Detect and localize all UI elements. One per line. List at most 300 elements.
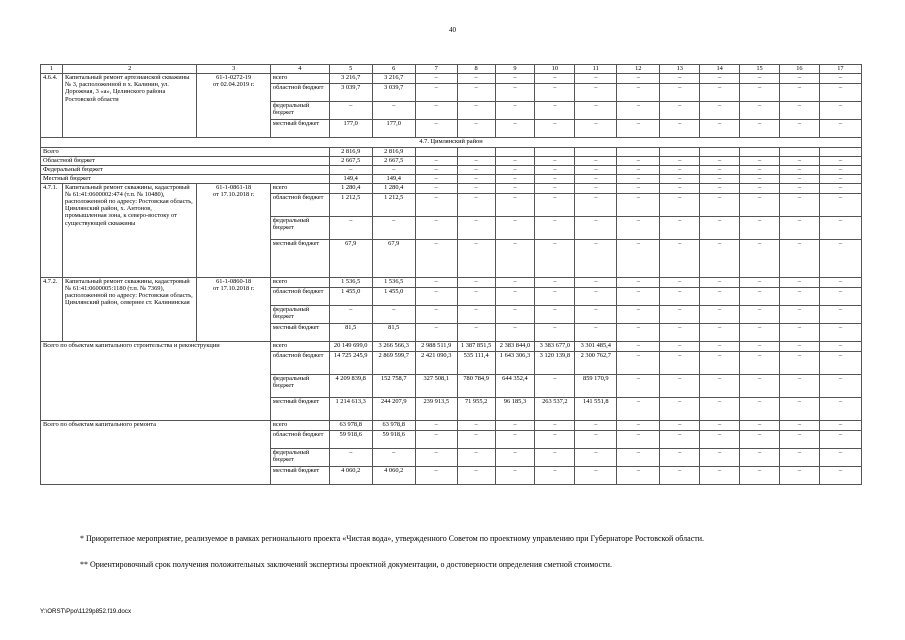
dash-cell: –: [617, 120, 660, 138]
dash-cell: –: [457, 305, 495, 323]
dash-cell: –: [617, 102, 660, 120]
summary-row: [41, 147, 862, 156]
dash-cell: –: [495, 448, 535, 466]
dash-cell: –: [575, 277, 617, 287]
dash-cell: –: [700, 216, 740, 239]
project-number: 4.6.4.: [41, 74, 63, 138]
page-number: 40: [449, 26, 456, 34]
funding-source: местный бюджет: [270, 239, 329, 277]
dash-cell: –: [779, 120, 819, 138]
dash-cell: –: [740, 341, 780, 351]
value-cell: 2 988 511,9: [415, 341, 457, 351]
dash-cell: –: [495, 120, 535, 138]
dash-cell: –: [415, 74, 457, 84]
summary-label: Местный бюджет: [41, 174, 330, 183]
funding-source: федеральный бюджет: [270, 305, 329, 323]
dash-cell: –: [457, 174, 495, 183]
dash-cell: –: [415, 174, 457, 183]
value-cell: 4 060,2: [329, 466, 372, 484]
value-cell: 59 918,6: [372, 430, 415, 448]
dash-cell: –: [415, 193, 457, 216]
dash-cell: –: [660, 397, 700, 420]
dash-cell: –: [819, 420, 861, 430]
column-header: 16: [779, 65, 819, 74]
dash-cell: –: [495, 74, 535, 84]
column-header: 15: [740, 65, 780, 74]
project-code-number: 61-1-0861-18: [216, 183, 252, 191]
dash-cell: –: [575, 165, 617, 174]
dash-cell: –: [819, 466, 861, 484]
column-header: 7: [415, 65, 457, 74]
dash-cell: –: [740, 239, 780, 277]
column-header: 17: [819, 65, 861, 74]
dash-cell: –: [415, 102, 457, 120]
dash-cell: –: [660, 341, 700, 351]
dash-cell: –: [740, 74, 780, 84]
value-cell: 3 120 139,8: [535, 351, 575, 374]
dash-cell: –: [457, 156, 495, 165]
dash-cell: –: [457, 466, 495, 484]
header-row: [41, 65, 862, 74]
empty-cell: [700, 147, 740, 156]
dash-cell: –: [660, 239, 700, 277]
dash-cell: –: [495, 183, 535, 193]
dash-cell: –: [779, 193, 819, 216]
dash-cell: –: [415, 156, 457, 165]
dash-cell: –: [575, 120, 617, 138]
value-cell: 1 643 306,3: [495, 351, 535, 374]
dash-cell: –: [617, 84, 660, 102]
value-cell: 1 212,5: [372, 193, 415, 216]
dash-cell: –: [819, 351, 861, 374]
dash-cell: –: [660, 156, 700, 165]
dash-cell: –: [575, 448, 617, 466]
dash-cell: –: [779, 102, 819, 120]
empty-cell: [779, 147, 819, 156]
dash-cell: –: [740, 216, 780, 239]
dash-cell: –: [700, 74, 740, 84]
dash-cell: –: [617, 74, 660, 84]
dash-cell: –: [700, 351, 740, 374]
empty-cell: [575, 147, 617, 156]
value-cell: 81,5: [372, 323, 415, 341]
dash-cell: –: [617, 193, 660, 216]
dash-cell: –: [700, 239, 740, 277]
dash-cell: –: [779, 305, 819, 323]
dash-cell: –: [700, 277, 740, 287]
dash-cell: –: [819, 397, 861, 420]
dash-cell: –: [740, 156, 780, 165]
dash-cell: –: [415, 287, 457, 305]
dash-cell: –: [457, 239, 495, 277]
dash-cell: –: [779, 420, 819, 430]
value-cell: 3 266 566,3: [372, 341, 415, 351]
column-header: 6: [372, 65, 415, 74]
funding-source: областной бюджет: [270, 351, 329, 374]
dash-cell: –: [535, 102, 575, 120]
dash-cell: –: [495, 193, 535, 216]
value-cell: 1 536,5: [329, 277, 372, 287]
dash-cell: –: [740, 430, 780, 448]
dash-cell: –: [575, 430, 617, 448]
dash-cell: –: [495, 102, 535, 120]
funding-source: федеральный бюджет: [270, 102, 329, 120]
dash-cell: –: [740, 120, 780, 138]
dash-cell: –: [740, 183, 780, 193]
dash-cell: –: [660, 84, 700, 102]
dash-cell: –: [779, 351, 819, 374]
empty-cell: [415, 147, 457, 156]
dash-cell: –: [819, 193, 861, 216]
dash-cell: –: [535, 430, 575, 448]
funding-source: всего: [270, 183, 329, 193]
dash-cell: –: [495, 277, 535, 287]
dash-cell: –: [700, 183, 740, 193]
dash-cell: –: [740, 305, 780, 323]
dash-cell: –: [495, 84, 535, 102]
dash-cell: –: [740, 374, 780, 397]
table-row: [41, 74, 862, 84]
dash-cell: –: [617, 466, 660, 484]
value-cell: 1 455,0: [329, 287, 372, 305]
dash-cell: –: [660, 287, 700, 305]
summary-row: [41, 165, 862, 174]
value-cell: 63 978,8: [329, 420, 372, 430]
column-header: 12: [617, 65, 660, 74]
summary-row: [41, 174, 862, 183]
dash-cell: –: [819, 323, 861, 341]
value-cell: 1 214 613,3: [329, 397, 372, 420]
dash-cell: –: [575, 74, 617, 84]
dash-cell: –: [660, 74, 700, 84]
dash-cell: –: [415, 120, 457, 138]
dash-cell: –: [495, 239, 535, 277]
funding-source: местный бюджет: [270, 323, 329, 341]
project-code-number: 61-1-0860-18: [216, 277, 252, 285]
value-cell: 71 955,2: [457, 397, 495, 420]
file-path: Y:\ORST\Ppo\1129p852.f19.docx: [40, 608, 132, 615]
dash-cell: –: [779, 84, 819, 102]
value-cell: 152 758,7: [372, 374, 415, 397]
dash-cell: –: [740, 102, 780, 120]
value-cell: 2 816,9: [372, 147, 415, 156]
dash-cell: –: [819, 277, 861, 287]
project-code: [197, 183, 270, 277]
dash-cell: –: [700, 174, 740, 183]
funding-source: всего: [270, 420, 329, 430]
dash-cell: –: [779, 374, 819, 397]
dash-cell: –: [740, 351, 780, 374]
dash-cell: –: [660, 193, 700, 216]
value-cell: 149,4: [329, 174, 372, 183]
value-cell: 2 300 762,7: [575, 351, 617, 374]
dash-cell: –: [660, 430, 700, 448]
column-header: 11: [575, 65, 617, 74]
dash-cell: –: [819, 156, 861, 165]
dash-cell: –: [535, 287, 575, 305]
dash-cell: –: [415, 183, 457, 193]
dash-cell: –: [457, 287, 495, 305]
dash-cell: –: [700, 466, 740, 484]
dash-cell: –: [617, 183, 660, 193]
dash-cell: –: [779, 277, 819, 287]
funding-source: всего: [270, 74, 329, 84]
column-header: 1: [41, 65, 63, 74]
value-cell: –: [535, 374, 575, 397]
funding-source: областной бюджет: [270, 287, 329, 305]
dash-cell: –: [535, 420, 575, 430]
value-cell: –: [329, 216, 372, 239]
value-cell: 239 913,5: [415, 397, 457, 420]
dash-cell: –: [700, 397, 740, 420]
project-code: [197, 74, 270, 138]
dash-cell: –: [575, 156, 617, 165]
project-name: Капитальный ремонт скважины, кадастровый № 61:41:0600005:1180 (т.п. № 7369), расположенной по адресу: Ростовская область, Цимлянский район, севернее ст. Калининская: [63, 277, 197, 341]
dash-cell: –: [415, 216, 457, 239]
value-cell: 63 978,8: [372, 420, 415, 430]
dash-cell: –: [819, 239, 861, 277]
value-cell: 1 280,4: [329, 183, 372, 193]
funding-source: областной бюджет: [270, 430, 329, 448]
project-code-date: от 02.04.2019 г.: [212, 81, 255, 89]
column-header: 13: [660, 65, 700, 74]
dash-cell: –: [660, 420, 700, 430]
empty-cell: [617, 147, 660, 156]
dash-cell: –: [660, 120, 700, 138]
dash-cell: –: [700, 420, 740, 430]
dash-cell: –: [575, 84, 617, 102]
dash-cell: –: [779, 397, 819, 420]
dash-cell: –: [660, 351, 700, 374]
value-cell: 14 725 245,9: [329, 351, 372, 374]
total-row: [41, 341, 862, 351]
project-number: 4.7.1.: [41, 183, 63, 277]
dash-cell: –: [660, 466, 700, 484]
value-cell: 4 209 839,8: [329, 374, 372, 397]
dash-cell: –: [535, 120, 575, 138]
dash-cell: –: [819, 374, 861, 397]
dash-cell: –: [457, 448, 495, 466]
dash-cell: –: [779, 183, 819, 193]
dash-cell: –: [819, 287, 861, 305]
dash-cell: –: [575, 420, 617, 430]
project-code: [197, 277, 270, 341]
value-cell: 177,0: [372, 120, 415, 138]
empty-cell: [660, 147, 700, 156]
summary-row: [41, 156, 862, 165]
dash-cell: –: [740, 420, 780, 430]
dash-cell: –: [575, 183, 617, 193]
value-cell: 20 149 699,0: [329, 341, 372, 351]
budget-table: [40, 64, 862, 485]
dash-cell: –: [457, 183, 495, 193]
dash-cell: –: [535, 165, 575, 174]
dash-cell: –: [660, 305, 700, 323]
dash-cell: –: [535, 156, 575, 165]
column-header: 5: [329, 65, 372, 74]
funding-source: местный бюджет: [270, 397, 329, 420]
dash-cell: –: [779, 239, 819, 277]
dash-cell: –: [575, 239, 617, 277]
dash-cell: –: [660, 216, 700, 239]
dash-cell: –: [535, 84, 575, 102]
value-cell: 4 060,2: [372, 466, 415, 484]
dash-cell: –: [535, 448, 575, 466]
value-cell: –: [372, 448, 415, 466]
dash-cell: –: [819, 216, 861, 239]
value-cell: 859 170,9: [575, 374, 617, 397]
dash-cell: –: [617, 287, 660, 305]
dash-cell: –: [660, 323, 700, 341]
dash-cell: –: [495, 305, 535, 323]
dash-cell: –: [495, 466, 535, 484]
dash-cell: –: [700, 84, 740, 102]
total-label: Всего по объектам капитального строительства и реконструкции: [41, 341, 271, 420]
dash-cell: –: [415, 165, 457, 174]
dash-cell: –: [779, 165, 819, 174]
dash-cell: –: [575, 216, 617, 239]
value-cell: 2 421 090,3: [415, 351, 457, 374]
dash-cell: –: [575, 466, 617, 484]
dash-cell: –: [535, 277, 575, 287]
dash-cell: –: [415, 305, 457, 323]
column-header: 14: [700, 65, 740, 74]
dash-cell: –: [617, 374, 660, 397]
empty-cell: [535, 147, 575, 156]
column-header: 8: [457, 65, 495, 74]
dash-cell: –: [700, 287, 740, 305]
empty-cell: [740, 147, 780, 156]
project-code-number: 61-1-0272-19: [216, 74, 252, 81]
section-title: 4.7. Цимлянский район: [41, 138, 862, 148]
dash-cell: –: [779, 448, 819, 466]
dash-cell: –: [575, 287, 617, 305]
dash-cell: –: [660, 102, 700, 120]
value-cell: 2 667,5: [329, 156, 372, 165]
dash-cell: –: [575, 102, 617, 120]
dash-cell: –: [457, 74, 495, 84]
dash-cell: –: [535, 239, 575, 277]
dash-cell: –: [660, 277, 700, 287]
dash-cell: –: [495, 174, 535, 183]
funding-source: всего: [270, 341, 329, 351]
dash-cell: –: [575, 305, 617, 323]
empty-cell: [495, 147, 535, 156]
dash-cell: –: [700, 448, 740, 466]
dash-cell: –: [740, 466, 780, 484]
empty-cell: [819, 147, 861, 156]
funding-source: областной бюджет: [270, 193, 329, 216]
dash-cell: –: [700, 374, 740, 397]
dash-cell: –: [779, 174, 819, 183]
dash-cell: –: [740, 277, 780, 287]
dash-cell: –: [740, 448, 780, 466]
dash-cell: –: [779, 74, 819, 84]
dash-cell: –: [779, 216, 819, 239]
dash-cell: –: [819, 448, 861, 466]
table-row: [41, 183, 862, 193]
dash-cell: –: [457, 120, 495, 138]
dash-cell: –: [740, 165, 780, 174]
value-cell: 67,9: [329, 239, 372, 277]
value-cell: 2 869 599,7: [372, 351, 415, 374]
funding-source: всего: [270, 277, 329, 287]
dash-cell: –: [819, 183, 861, 193]
column-header: 3: [197, 65, 270, 74]
value-cell: 1 280,4: [372, 183, 415, 193]
dash-cell: –: [457, 193, 495, 216]
value-cell: –: [372, 305, 415, 323]
dash-cell: –: [660, 174, 700, 183]
dash-cell: –: [740, 193, 780, 216]
value-cell: 3 216,7: [329, 74, 372, 84]
dash-cell: –: [700, 120, 740, 138]
dash-cell: –: [457, 165, 495, 174]
dash-cell: –: [779, 430, 819, 448]
column-header: 2: [63, 65, 197, 74]
dash-cell: –: [819, 305, 861, 323]
value-cell: 3 216,7: [372, 74, 415, 84]
summary-label: Всего: [41, 147, 330, 156]
value-cell: –: [329, 102, 372, 120]
value-cell: 96 185,3: [495, 397, 535, 420]
dash-cell: –: [415, 420, 457, 430]
dash-cell: –: [415, 448, 457, 466]
dash-cell: –: [740, 84, 780, 102]
total-label: Всего по объектам капитального ремонта: [41, 420, 271, 484]
dash-cell: –: [660, 374, 700, 397]
value-cell: 244 207,9: [372, 397, 415, 420]
dash-cell: –: [740, 397, 780, 420]
column-header: 9: [495, 65, 535, 74]
dash-cell: –: [535, 74, 575, 84]
dash-cell: –: [617, 165, 660, 174]
dash-cell: –: [740, 287, 780, 305]
dash-cell: –: [495, 323, 535, 341]
dash-cell: –: [617, 341, 660, 351]
dash-cell: –: [495, 156, 535, 165]
funding-source: областной бюджет: [270, 84, 329, 102]
dash-cell: –: [779, 287, 819, 305]
dash-cell: –: [617, 216, 660, 239]
dash-cell: –: [617, 448, 660, 466]
dash-cell: –: [415, 84, 457, 102]
dash-cell: –: [617, 156, 660, 165]
project-code-date: от 17.10.2018 г.: [212, 284, 255, 292]
value-cell: 1 212,5: [329, 193, 372, 216]
value-cell: 1 536,5: [372, 277, 415, 287]
value-cell: –: [372, 165, 415, 174]
value-cell: –: [329, 305, 372, 323]
column-header: 10: [535, 65, 575, 74]
funding-source: федеральный бюджет: [270, 374, 329, 397]
dash-cell: –: [415, 323, 457, 341]
value-cell: 1 387 851,5: [457, 341, 495, 351]
dash-cell: –: [660, 448, 700, 466]
project-name: Капитальный ремонт артезианской скважины № 3, расположенной в х. Калинин, ул. Дорожная, 3 «а», Целинского района Ростовской области: [63, 74, 197, 138]
section-row: [41, 138, 862, 148]
dash-cell: –: [819, 165, 861, 174]
dash-cell: –: [457, 277, 495, 287]
funding-source: федеральный бюджет: [270, 448, 329, 466]
funding-source: местный бюджет: [270, 466, 329, 484]
dash-cell: –: [617, 305, 660, 323]
value-cell: 644 352,4: [495, 374, 535, 397]
dash-cell: –: [535, 183, 575, 193]
dash-cell: –: [535, 323, 575, 341]
value-cell: 149,4: [372, 174, 415, 183]
dash-cell: –: [617, 430, 660, 448]
